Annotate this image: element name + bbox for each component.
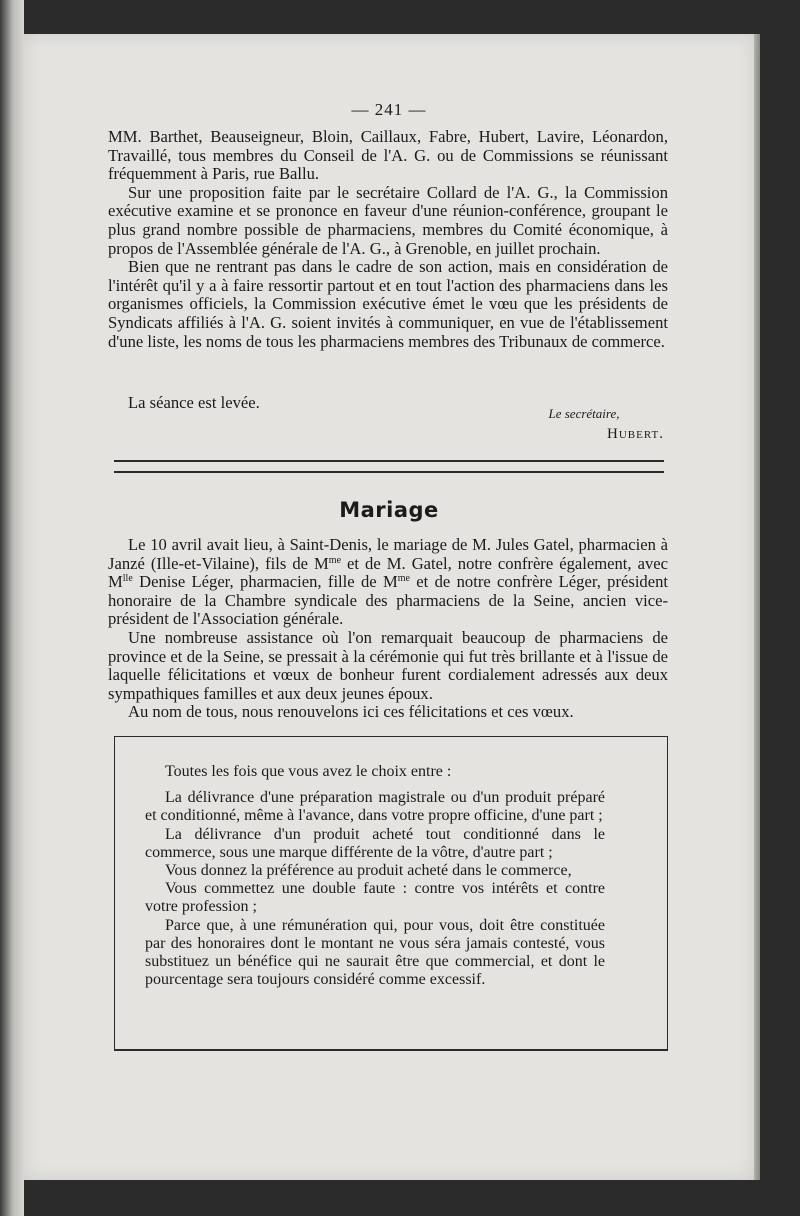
section-divider-bottom — [114, 471, 664, 473]
signature-name: Hubert. — [607, 426, 664, 442]
minutes-paragraph-members: MM. Barthet, Beauseigneur, Bloin, Caillaux, Fabre, Hubert, Lavire, Léonardon, Travaillé, tous membres du Conseil de l'A. G. ou de Commissions se réunissant fréquemment à Paris, rue Ballu. — [108, 127, 668, 184]
closing-line: La séance est levée. — [128, 393, 260, 412]
notice-paragraph: La délivrance d'une préparation magistrale ou d'un produit préparé et conditionné, même à l'avance, dans votre propre officine, d'une part ; — [145, 789, 605, 825]
wedding-announcement — [108, 536, 668, 722]
wedding-text-2: et de M. Gatel, notre confrère également, avec M — [108, 553, 668, 592]
notice-paragraph: Vous donnez la préférence au produit acheté dans le commerce, — [165, 862, 572, 880]
wedding-text-3: Denise Léger, pharmacien, fille de M — [132, 572, 398, 592]
wedding-paragraph-assistance: Une nombreuse assistance où l'on remarquait beaucoup de pharmaciens de province et de la Seine, se pressait à la cérémonie qui fut très brillante et à l'issue de laquelle félicitations et vœux de bonheur furent cordialement adressés aux deux sympathiques familles et aux deux jeunes époux. — [108, 627, 668, 703]
minutes-paragraph-proposal: Sur une proposition faite par le secrétaire Collard de l'A. G., la Commission exécutive examine et se prononce en faveur d'une réunion-conférence, groupant le plus grand nombre possible de pharmaciens, membres du Comité économique, à propos de l'Assemblée générale de l'A. G., à Grenoble, en juillet prochain. — [108, 182, 668, 258]
wedding-paragraph-wishes: Au nom de tous, nous renouvelons ici ces félicitations et ces vœux. — [128, 702, 574, 722]
notice-paragraph: La délivrance d'un produit acheté tout conditionné dans le commerce, sous une marque différente de la vôtre, d'autre part ; — [145, 825, 605, 861]
superscript-me: me — [328, 554, 342, 566]
notice-lead: Toutes les fois que vous avez le choix entre : — [165, 763, 452, 780]
superscript-lle: lle — [122, 573, 133, 585]
notice-paragraph: Parce que, à une rémunération qui, pour vous, doit être constituée par des honoraires dont le montant ne vous séra jamais contesté, vous substituez un bénéfice qui ne saurait être que commercial, et dont le pourcentage sera toujours considéré comme excessif. — [145, 916, 605, 989]
notice-box — [114, 736, 668, 1051]
page-number: — 241 — — [351, 100, 427, 119]
notice-text — [145, 763, 605, 989]
facing-page-edge — [0, 0, 24, 1216]
superscript-me: me — [397, 573, 410, 585]
wedding-text-1: Le 10 avril avait lieu, à Saint-Denis, le mariage de M. Jules Gatel, pharmacien à Janzé (Ille-et-Vilaine), fils de M — [108, 535, 668, 573]
meeting-minutes — [108, 128, 668, 351]
document-page — [24, 34, 754, 1180]
minutes-paragraph-wish: Bien que ne rentrant pas dans le cadre de son action, mais en considération de l'intérêt qu'il y a à faire ressortir partout et en tout l'action des pharmaciens dans les organismes officiels, la Commission exécutive émet le vœu que les présidents de Syndicats affiliés à l'A. G. soient invités à communiquer, en vue de l'établissement d'une liste, les noms de tous les pharmaciens membres des Tribunaux de commerce. — [108, 257, 668, 351]
section-title: Mariage — [339, 498, 439, 522]
section-divider-top — [114, 460, 664, 462]
wedding-paragraph-ceremony — [108, 536, 668, 629]
wedding-text-4: et de notre confrère Léger, président honoraire de la Chambre syndicale des pharmaciens de la Seine, ancien vice-président de l'Association générale. — [108, 572, 669, 629]
signature-title: Le secrétaire, — [548, 406, 620, 421]
notice-paragraph: Vous commettez une double faute : contre vos intérêts et contre votre profession ; — [145, 880, 605, 916]
